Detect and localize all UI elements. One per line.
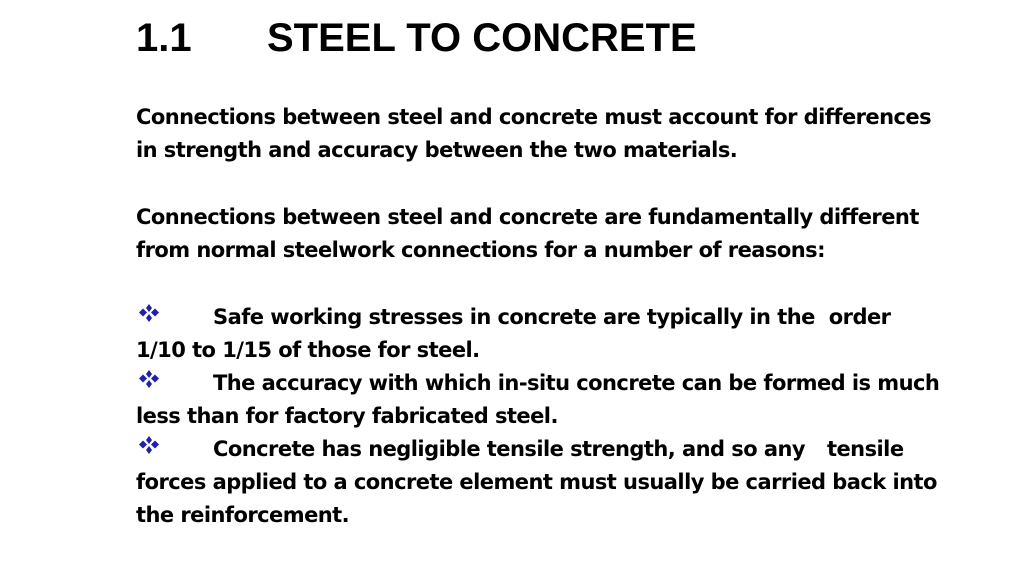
bullet-text: forces applied to a concrete element must usually be carried back into (136, 470, 937, 494)
slide-title (136, 14, 697, 62)
bullet-text: Safe working stresses in concrete are typically in the (213, 305, 815, 329)
bullet-text: tensile (827, 437, 904, 461)
bullet-text: the reinforcement. (136, 503, 350, 527)
bullet-item-tensile (136, 433, 976, 532)
paragraph-line: in strength and accuracy between the two materials. (136, 138, 738, 162)
bullet-item-stresses (136, 301, 976, 367)
bullet-item-accuracy (136, 367, 976, 433)
section-title: STEEL TO CONCRETE (267, 16, 697, 60)
paragraph-line: Connections between steel and concrete must account for differences (136, 105, 932, 129)
paragraph-line: Connections between steel and concrete are fundamentally different (136, 205, 919, 229)
bullet-text: order (828, 305, 891, 329)
bullet-text: Concrete has negligible tensile strength, and so any (213, 437, 805, 461)
bullet-text: The accuracy with which in-situ concrete can be formed is much (213, 371, 940, 395)
paragraph-strength-accuracy (136, 101, 966, 167)
bullet-text: less than for factory fabricated steel. (136, 404, 558, 428)
section-number: 1.1 (136, 16, 192, 60)
paragraph-line: from normal steelwork connections for a number of reasons: (136, 238, 825, 262)
paragraph-fundamental-differences (136, 201, 966, 267)
bullet-text: 1/10 to 1/15 of those for steel. (136, 338, 480, 362)
